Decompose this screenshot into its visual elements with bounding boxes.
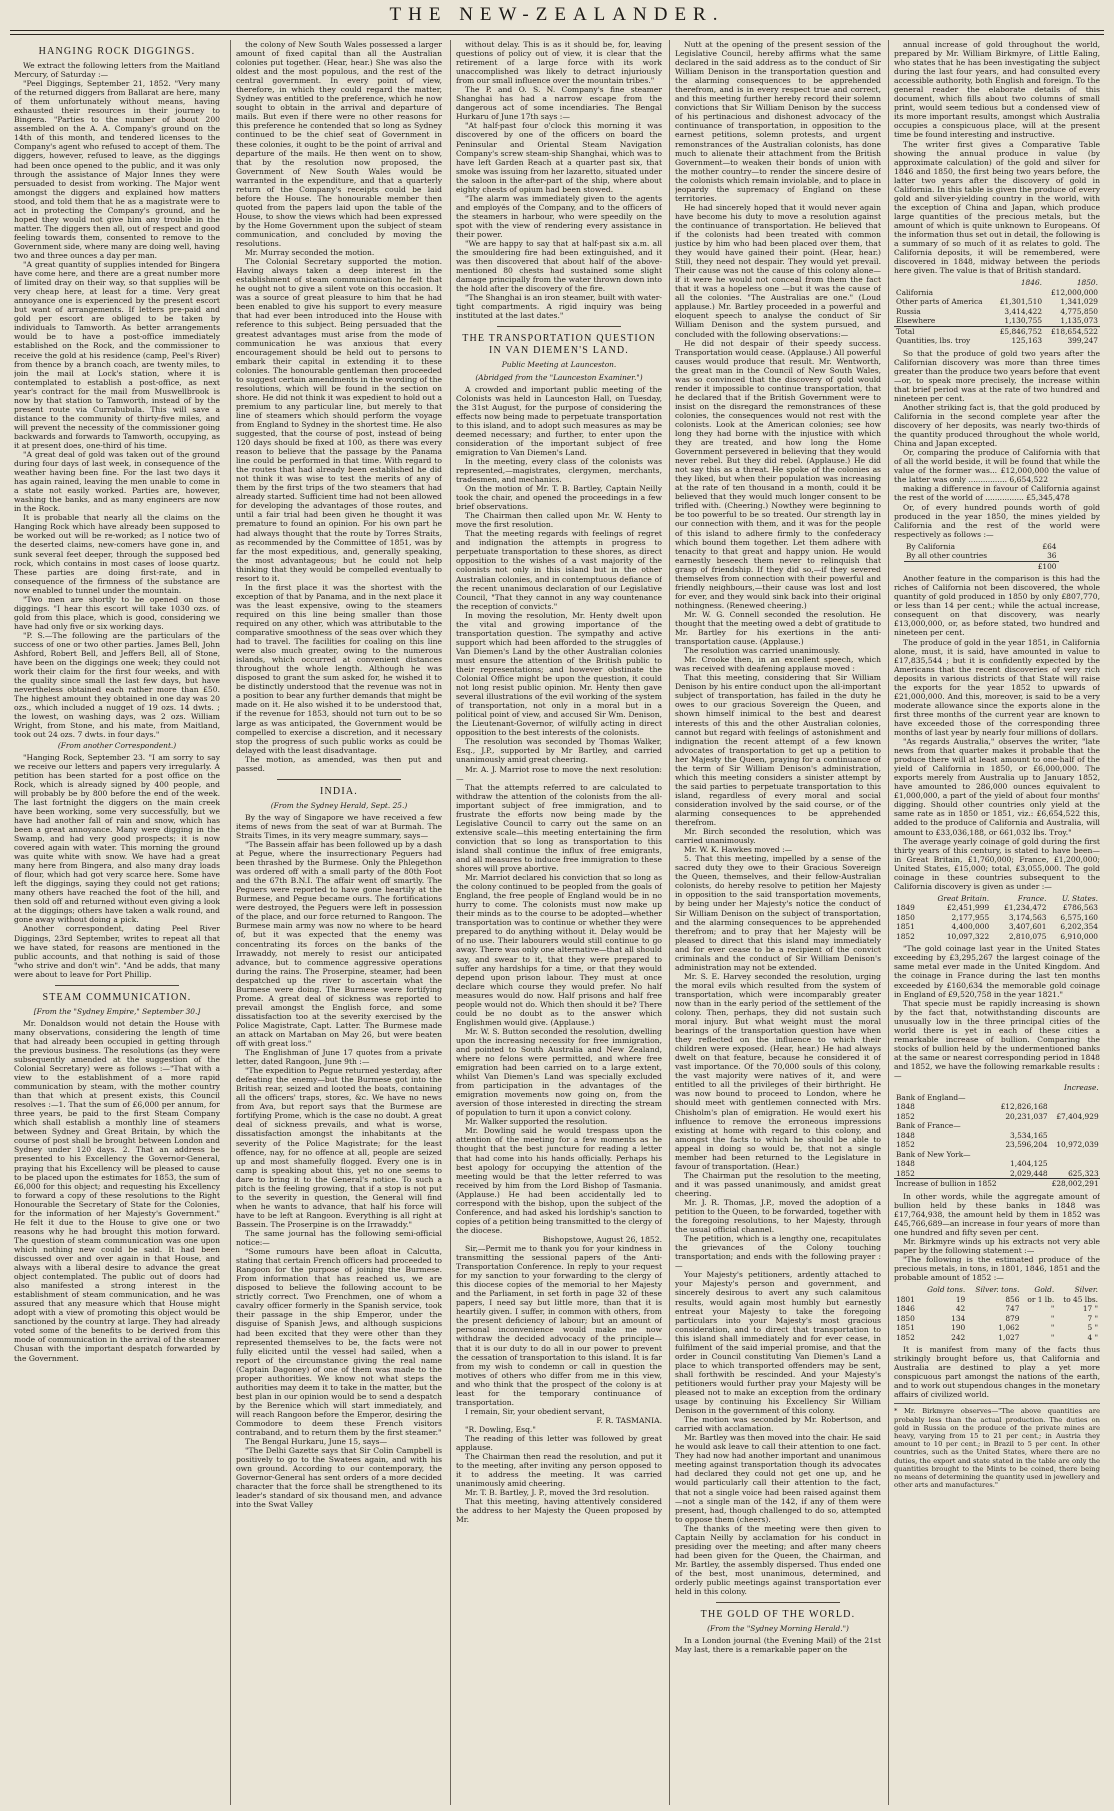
- table-cell: 747: [1005, 1304, 1020, 1314]
- masthead: THE NEW-ZEALANDER.: [389, 4, 725, 25]
- article-heading: THE GOLD OF THE WORLD.: [700, 1609, 856, 1621]
- article-paragraph: The writer first gives a Comparative Table showing the annual produce in value (by approximate calculation) of the gold and silver for 1846 and 1850, the first being two years before, the latter two years after the discovery of gold in California. In this table is given the produce of every gold and silver-yielding country in the world, with the exception of China and Japan, which produce large quantities of the precious metals, but the amount of which is quite unknown to Europeans. Of the information thus set out in detail, the following is a summary of so much of it as relates to gold. The California deposits, it will be remembered, were discovered in 1848, midway between the periods here given. The value is that of British standard.: [894, 139, 1100, 276]
- article-paragraph: The resolution was seconded by Thomas Walker, Esq., J.P., supported by Mr Bartley, and carried unanimously amid great cheering.: [456, 737, 662, 765]
- article-subheading: Public Meeting at Launceston.: [501, 360, 617, 370]
- article-paragraph: "Two men are shortly to be opened on those diggings. "I hear this escort will take 1030 ozs. of gold from this place, which is good, considering we have had only five or six working days.: [14, 594, 220, 631]
- table-header-row: [894, 278, 1100, 288]
- table-header-row: [894, 1083, 1100, 1093]
- table-row: [894, 1333, 1100, 1343]
- table-cell: Bank of England—: [896, 1092, 966, 1102]
- table-cell: [1050, 1093, 1100, 1103]
- table-header: Increase.: [1064, 1083, 1099, 1093]
- article-paragraph: Or, comparing the produce of California with that of all the world beside, it will be found that while the value of the former was... £12,000,000 the value of the latter was only ................ 6,654,522: [894, 448, 1100, 485]
- table-cell: 1846: [896, 1304, 915, 1314]
- gold-share-table: [904, 542, 1059, 572]
- article-paragraph: "The gold coinage last year in the United States exceeding by £3,295,267 the largest coinage of the same metal ever made in the United Kingdom. And the coinage in France during the last ten months exceeded by £160,634 the memorable gold coinage in England of £9,520,758 in the year 1821.": [894, 944, 1100, 999]
- article-paragraph: Another correspondent, dating Peel River Diggings, 23rd September, writes to repeat all that we have stated, for reasons are mentioned in the public accounts, and that nothing is said of those "who strive and don't win". "And be adds, that many were about to leave for Port Phillip.: [14, 924, 220, 979]
- table-header: [894, 278, 993, 288]
- article-heading: THE TRANSPORTATION QUESTION IN VAN DIEMEN'S LAND.: [462, 333, 656, 357]
- table-row: [894, 297, 1100, 307]
- table-cell: 3,174,563: [1008, 912, 1047, 922]
- article-paragraph: Mr. J. R. Thomas, J.P., moved the adoption of a petition to the Queen, to be forwarded, together with the foregoing resolutions, to her Majesty, through the usual official channel.: [675, 1198, 881, 1235]
- table-cell: [1050, 1102, 1100, 1112]
- table-row: [894, 336, 1100, 346]
- table-row: [894, 1102, 1100, 1112]
- article-paragraph: The reading of this letter was followed by great applause.: [456, 1433, 662, 1453]
- column-3: [456, 40, 662, 1805]
- article-paragraph: Mr. S. E. Harvey seconded the resolution, urging the moral evils which resulted from the system of transportation, which were incomparably greater now than in the early period of the settlement of the colony. Then, perhaps, they did not sustain such moral injury. But what weight must the moral bearings of the transportation question have when they reflected on the influence to which their children were exposed. (Hear, hear.) He had always dwelt on that feature, because he considered it of vast importance. Of the 70,000 souls of this colony, the vast majority were natives of it, and were entitled to all the privileges of their birthright. He was now bound to proceed to London, where he should meet with gentlemen connected with Mrs. Chisholm's plan of emigration. He would exert his influence to remove the erroneous impressions existing at home with regard to this colony, and amongst the facts to which he should be able to appeal in doing so would be, that not a single member had been returned to the Legislature in favour of transportation. (Hear.): [675, 971, 881, 1171]
- table-cell: 20,231,037: [1005, 1111, 1048, 1121]
- gold-coinage-table: [894, 894, 1100, 942]
- table-cell: 1852: [896, 1332, 915, 1342]
- table-total-row: [904, 561, 1059, 571]
- table-header-row: [894, 1285, 1100, 1295]
- letter-body: Sir,—Permit me to thank you for your kindness in transmitting the sessional papers of the Anti-Transportation Conference. In reply to your request for my sanction to your forwarding to the clergy of this diocese copies of the memorial to her Majesty and the Parliament, in set forth in page 32 of these papers, I need say but little more, than that it is heartily given. I suffer, in common with others, from the present deficiency of labour; but an amount of personal inconvenience would make me now withdraw the decided advocacy of the principle—that it is our duty to do all in our power to prevent the cessation of transportation to this island. It is far from my wish to condemn or call in question the motives of others who differ from me in this view, and who think that the prospect of the colony is at least for the temporary continuance of transportation.: [456, 1244, 662, 1407]
- article-paragraph: "The Delhi Gazette says that Sir Colin Campbell is positively to go to the Swatees again, and with his own ground. According to our contemporary, the Governor-General has sent orders of a more decided character that the force shall be strengthened to its leader's standard of six thousand men, and advance into the Swat Valley: [236, 1446, 442, 1510]
- article-source: [From the "Sydney Empire," September 30.]: [33, 1006, 201, 1016]
- article-paragraph: "At half-past four o'clock this morning it was discovered by one of the officers on board the Peninsular and Oriental Steam Navigation Company's screw steam-ship Shanghai, which was to have left Garden Reach at a quarter past six, that smoke was issuing from her lazaretto, situated under the saloon in the after-part of the ship, where about eighty chests of opium had been stowed.: [456, 121, 662, 194]
- table-cell: ": [1050, 1323, 1055, 1333]
- article-paragraph: Mr. W. S. Button seconded the resolution, dwelling upon the increasing necessity for free immigration, and pointed to South Australia and New Zealand, where no felons were permitted, and where free emigration had been carried on to a large extent, whilst Van Diemen's Land was specially excluded from participation in the advantages of the emigration movements now going on, from the aversion of those interested in directing the stream of population to turn it upon a convict colony.: [456, 1026, 662, 1118]
- column-2: [236, 40, 442, 1805]
- table-cell: 3,414,422: [1004, 306, 1043, 316]
- column-divider: [669, 40, 670, 1805]
- article-paragraph: making a difference in favour of California against the rest of the world of ................ £5,345,478: [894, 484, 1100, 503]
- table-cell: Russia: [896, 306, 921, 316]
- table-header: 1846.: [1020, 278, 1043, 288]
- article-paragraph: The Chairman put the resolution to the meeting, and it was passed unanimously, and amidst great cheering.: [675, 1170, 881, 1198]
- column-divider: [888, 40, 889, 1805]
- table-cell: 3,407,601: [1008, 922, 1047, 932]
- letter-addressee: "R. Dowling, Esq.": [465, 1424, 536, 1434]
- article-paragraph: "Hanging Rock, September 23. "I am sorry to say we receive our letters and papers very irregularly. A petition has been started for a post office on the Rock, which is already signed by 400 people, and will probably be by 800 before the end of the week. The last fortnight the diggers on the main creek have been working, some very successfully, but we have had another fall of rain and snow, which has been a great annoyance. Many were digging in the Swamp, and had very good prospects; it is now covered again with water. This morning the ground was quite white with snow. We have had a great many here from Bingera, and also many dray loads of flour, which had got very scarce here. Some have left the diggings, saying they could not get rations; many others have reached the foot of the hill, and then sold off and returned without even giving a look at the diggings; others have taken a walk round, and gone away without doing a pick.: [14, 752, 220, 925]
- table-cell: £2,451,999: [946, 903, 990, 913]
- article-paragraph: "Some rumours have been afloat in Calcutta, stating that certain French officers had proceeded to Rangoon for the purpose of joining the Burmese. From information that has reached us, we are disposed to believe the following account to be strictly correct. Two Frenchmen, one of whom a cavalry officer formerly in the Spanish service, took their passage in the ship Emperor, under the disguise of Spanish Jews, and although suspicions had been excited that they were other than they represented themselves to be, the facts were not fully elicited until the vessel had sailed, when a report of the circumstance giving the real name (Captain Dagoney) of one of them was made to the proper authorities. We know not what steps the authorities may deem it to take in the matter, but the best plan in our opinion would be to send a despatch by the Berenice which will start immediately, and will reach Rangoon before the Emperor, desiring the Commodore to deem these French visitors contraband, and to return them by the first steamer.": [236, 1247, 442, 1438]
- article-paragraph: That the attempts referred to are calculated to withdraw the attention of the colonists from the all-important subject of free immigration, and to frustrate the efforts now being made by the Legislative Council to carry out the same on an extensive scale—this meeting entertaining the firm conviction that so long as transportation to this island shall continue the influx of free emigrants, and all measures to induce free immigration to these shores will prove abortive.: [456, 782, 662, 874]
- table-row: [894, 1140, 1100, 1150]
- article-paragraph: "The following is the estimated produce of the precious metals, in tons, in 1801, 1846, 1851 and the probable amount of 1852 :—: [894, 1254, 1100, 1282]
- table-cell: 2,029,448: [1010, 1168, 1048, 1178]
- table-cell: Elsewhere: [896, 316, 936, 326]
- table-row: [894, 932, 1100, 942]
- article-paragraph: The motion, as amended, was then put and passed.: [236, 754, 442, 773]
- article-paragraph: Mr. Marriot declared his conviction that so long as the colony continued to be peopled from the goals of England, the free people of England would be in no hurry to come. The colonists must now make up their minds as to the course to be adopted—whether transportation was to continue or whether they were prepared to do anything without it. Delay would be of no use. Their labourers would still continue to go away. There was only one alternative—that all should say, and swear to it, that they were prepared to suffer any hardships for a time, or that they would depend upon prison labour. They must at once declare which course they would prefer. No half measures would do now. Half prisons and half free people would not do. Which then should it be? There could be no doubt as to the answer which Englishmen would give. (Applause.): [456, 873, 662, 1027]
- article-paragraph: "The Shanghai is an iron steamer, built with water-tight compartments. A rigid inquiry was being instituted at the last dates.": [456, 293, 662, 321]
- article-paragraph: Mr. T. B. Bartley, J. P., moved the 3rd resolution.: [465, 1488, 650, 1498]
- table-row: [894, 1169, 1100, 1179]
- article-paragraph: The average yearly coinage of gold during the first thirty years of this century, is stated to have been—in Great Britain, £1,760,000; France, £1,200,000; United States, £15,000; total, £3,055,000. The gold coinage in these countries subsequent to the California discovery is given as under :—: [894, 836, 1100, 891]
- table-cell: [1050, 1131, 1100, 1141]
- footnote: * Mr. Birkmyre observes—"The above quantities are probably less than the actual production. The duties on gold in Russia on the produce of the private mines are heavy, varying from 15 to 21 per cent.; in Austria they amount to 10 per cent.; in Brazil to 5 per cent. In other countries, such as the United States, where there are no duties, the export and state stated in the table are only the quantities brought to the Mints to be coined, there being no means of determining the quantity used in jewellery and other arts and manufactures.": [894, 1403, 1100, 1489]
- article-paragraph: 5. That this meeting, impelled by a sense of the sacred duty they owe to their Gracious Sovereign the Queen, themselves, and their fellow-Australian colonists, do hereby resolve to petition her Majesty in opposition to the said transportation movements, by being under her Majesty's notice the conduct of Sir William Denison on the subject of transportation, and the alarming consequences to be apprehended therefrom; and to pray that her Majesty will be pleased to direct that this island may immediately and for ever cease to be a recipient of the convict criminals and the conduct of Sir William Denison's administration may not be extended.: [675, 854, 881, 972]
- table-cell: 1849: [896, 903, 915, 913]
- table-row: [894, 913, 1100, 923]
- article-paragraph: The P. and O. S. N. Company's fine steamer Shanghai has had a narrow escape from the dangerous act of some incendiaries. The Bengal Hurkaru of June 17th says :—: [456, 85, 662, 122]
- article-paragraph: "P. S.—The following are the particulars of the success of one or two other parties. James Bell, John Ashford, Robert Bell, and Jeffers Bell, all of Stone, have been on the diggings one week; they could not work their claim for the first four weeks, and with the quality since small the last few days, but have nevertheless obtained each rather more than £50. The highest amount they obtained in one day was 20 ozs., which included a nugget of 19 ozs. 14 dwts. ; the lowest, on washing days, was 2 ozs. William Wright, from Stone, and his mate, from Maitland, took out 24 ozs. 7 dwts. in four days.": [14, 630, 220, 740]
- article-source: (From the "Sydney Morning Herald."): [707, 1624, 849, 1634]
- gold-produce-table: [894, 278, 1100, 346]
- table-header: 1850.: [1076, 278, 1098, 288]
- table-cell: to 45 lbs.: [1063, 1294, 1098, 1304]
- table-cell: £786,563: [1062, 903, 1098, 913]
- table-cell: [1050, 1159, 1100, 1169]
- article-paragraph: Mr. W. G. Connell seconded the resolution. He thought that the meeting owed a debt of gratitude to Mr. Bartley for his exertions in the anti-transportation cause. (Applause.): [675, 609, 881, 647]
- table-row: [894, 1304, 1100, 1314]
- table-total-row: [894, 1179, 1100, 1189]
- table-cell: £5,846,752: [993, 326, 1044, 336]
- table-header: U. States.: [1061, 893, 1098, 903]
- table-header: Great Britain.: [937, 893, 990, 903]
- table-header: [894, 1285, 920, 1295]
- article-separator: [716, 1602, 840, 1603]
- table-cell: [999, 1179, 1050, 1189]
- article-paragraph: Mr. Dowling said he would trespass upon the attention of the meeting for a few moments as he thought that the best juncture for reading a letter that had come into his hands officially. Perhaps his best apology for occupying the attention of the meeting would be that the letter referred to was received by him from the Lord Bishop of Tasmania. (Applause.) He had been accidentally led to correspond with the bishop, upon the subject of the Conference, and had asked his lordship's sanction to copies of a petition being transmitted to the clergy of the diocese.: [456, 1126, 662, 1235]
- article-paragraph: That this meeting, having attentively considered the address to her Majesty the Queen proposed by Mr.: [456, 1497, 662, 1525]
- table-cell: 1852: [896, 1140, 915, 1150]
- masthead-rule: [10, 30, 1104, 31]
- table-cell: By all other countries: [906, 551, 988, 561]
- table-header: Gold.: [1034, 1285, 1055, 1295]
- article-paragraph: The Bengal Hurkaru, June 15, says—: [245, 1437, 388, 1447]
- article-paragraph: Mr. Birch seconded the resolution, which was carried unanimously.: [675, 827, 881, 846]
- table-total-row: [894, 326, 1100, 336]
- table-cell: Other parts of America: [896, 297, 983, 307]
- article-paragraph: The same journal has the following semi-official notice:—: [236, 1229, 442, 1248]
- article-paragraph: In a London journal (the Evening Mail) of the 21st May last, there is a remarkable paper on the: [675, 1636, 881, 1655]
- article-paragraph: "As regards Australia," observes the writer, "late news from that quarter makes it probable that the produce there will at least amount to one-half of the yield of California in 1850, or £6,000,000. The exports merely from Australia up to January 1852, have amounted to 286,000 ounces equivalent to £1,000,000, a part of the yield of about four months' digging. Should other countries only yield at the same rate as in 1850 or 1851, viz.: £6,654,522 this, added to the produce of California and Australia, will amount to £33,036,188, or 661,032 lbs. Troy.": [894, 737, 1100, 837]
- table-cell: 1,341,029: [1060, 297, 1098, 307]
- table-cell: £1,234,472: [1004, 903, 1047, 913]
- article-paragraph: In the meeting, every class of the colonists was represented,—magistrates, clergymen, merchants, tradesmen, and mechanics.: [456, 456, 662, 485]
- article-heading: HANGING ROCK DIGGINGS.: [38, 46, 196, 57]
- table-row: [894, 922, 1100, 932]
- article-paragraph: The resolution was carried unanimously.: [684, 646, 841, 656]
- table-row: [904, 551, 1059, 561]
- table-cell: 1852: [896, 1111, 915, 1121]
- article-paragraph: On the motion of Mr. T. B. Bartley, Captain Neilly took the chair, and opened the proceedings in a few brief observations.: [456, 484, 662, 512]
- article-heading: STEAM COMMUNICATION.: [42, 991, 192, 1003]
- article-paragraph: Mr. Murray seconded the motion.: [245, 248, 375, 258]
- table-cell: 5 ": [1087, 1323, 1098, 1333]
- table-cell: 1,062: [998, 1323, 1020, 1333]
- letter-closing: I remain, Sir, your obedient servant,: [465, 1406, 605, 1416]
- table-cell: 42: [955, 1304, 966, 1314]
- article-paragraph: without delay. This is as it should be, for, leaving questions of policy out of view, it is clear that the retirement of a large force with its work unaccomplished was likely to detract injuriously from our small influence over the mountain tribes.": [456, 40, 662, 86]
- table-header: Silver. tons.: [975, 1285, 1020, 1295]
- table-cell: 125,163: [1011, 336, 1043, 346]
- article-paragraph: It is manifest from many of the facts thus strikingly brought before us, that California and Australia are destined to play a yet more conspicuous part amongst the nations of the earth, and to work out stupendous changes in the monetary affairs of civilized world.: [894, 1345, 1100, 1400]
- masthead-rule-thin: [10, 34, 1104, 35]
- article-paragraph: Nutt at the opening of the present session of the Legislative Council, hereby affirms what the same declared in the said address as to the conduct of Sir William Denison in the transportation question and the alarming consequences to be apprehended therefrom, and is in every respect true and correct, and this meeting further hereby record their solemn convictions that Sir William Denison by the success of his pertinacious and dishonest advocacy of the continuance of transportation, in opposition to the earnest petitions, solemn protests, and urgent remonstrances of the Australian colonists, has done much to alienate their attachment from the British Government—to weaken their bonds of union with the mother country—to render the sincere desire of the colonists which remain inviolable, and to place in jeopardy the supremacy of England on these territories.: [675, 40, 881, 203]
- article-paragraph: annual increase of gold throughout the world, prepared by Mr. William Birkmyre, of Little Ealing, who states that he has been investigating the subject during the last four years, and had consulted every accessible authority, both English and foreign. To the general reader the elaborate details of this document, which fills about two columns of small print, would seem tedious but a condensed view of its more important results, amongst which Australia occupies a conspicuous place, will at the present time be found interesting and instructive.: [894, 40, 1100, 140]
- article-source: (Abridged from the "Launceston Examiner."): [475, 372, 643, 382]
- article-paragraph: "The alarm was immediately given to the agents and employés of the Company, and to the officers of the steamers in harbour, who were speedily on the spot with the view of rendering every assistance in their power.: [456, 193, 662, 239]
- table-cell: 1,404,125: [1010, 1159, 1048, 1169]
- table-cell: [1050, 1121, 1100, 1131]
- table-row: [894, 1295, 1100, 1305]
- article-paragraph: The petition, which is a lengthy one, recapitulates the grievances of the Colony touching transportation; and ends with the following prayer :—: [675, 1234, 881, 1271]
- table-cell: 1,130,755: [1004, 316, 1043, 326]
- article-paragraph: Mr. A. J. Marriot rose to move the next resolution:—: [456, 764, 662, 783]
- table-cell: 856: [1005, 1294, 1020, 1304]
- table-cell: Bank of New York—: [896, 1149, 971, 1159]
- table-header-row: [894, 894, 1100, 904]
- table-row: [894, 1121, 1100, 1131]
- table-header: [999, 1083, 1050, 1093]
- article-paragraph: A crowded and important public meeting of the Colonists was held in Launceston Hall, on Tuesday, the 31st August, for the purpose of considering the effects now being made to perpetuate transportation to this island, and to adopt such measures as may be deemed necessary; and further, to enter upon the consideration of the important subject of free emigration to Van Diemen's Land.: [456, 384, 662, 457]
- table-cell: Bank of France—: [896, 1121, 961, 1131]
- article-separator: [277, 779, 401, 780]
- article-paragraph: the colony of New South Wales possessed a larger amount of fixed capital than all the Australian colonies put together. (Hear, hear.) She was also the oldest and the most populous, and the rest of the central government. In every point of view, therefore, in which they could regard the matter, Sydney was entitled to the preference, which he now sought to obtain in the arrival and departure of mails. But even if there were no other reasons for this preference he contended that so long as Sydney continued to be the chief seat of Government in these colonies, it ought to be the point of arrival and departure of the mails. He then went on to show, that by the resolution now proposed, the Government of New South Wales would be warranted in the expenditure, and that a quarterly return of the Company's receipts could be laid before the House. The honourable member then quoted from the papers laid upon the table of the House, to show the views which had been expressed by the Home Government upon the subject of steam communication, and concluded by moving the resolutions.: [236, 40, 442, 249]
- table-cell: £100: [1026, 561, 1059, 571]
- article-paragraph: "A great deal of gold was taken out of the ground during four days of last week, in consequence of the weather having been fine. For the last two days it has again rained, leaving the men unable to come in a state not easily worked. Parties are, however, washing the banks, and as many engineers are now in the Rock.: [14, 450, 220, 514]
- table-cell: 1850: [896, 1313, 915, 1323]
- table-row: [904, 542, 1059, 552]
- article-paragraph: It is probable that nearly all the claims on the Hanging Rock which have already been supposed to be worked out will be re-worked; as I notice two of the deserted claims, new-comers have gone in, and sunk several feet deeper, through the supposed bed rock, which contains in most cases of loose quartz. These parties are doing first-rate, and in consequence of the firmness of the substance are now enabled to tunnel under the mountain.: [14, 513, 220, 595]
- table-cell: [999, 1093, 1050, 1103]
- article-paragraph: Mr. Walker supported the resolution.: [465, 1117, 608, 1127]
- table-header: [894, 1083, 999, 1093]
- table-cell: 190: [951, 1323, 966, 1333]
- table-cell: 10,097,322: [946, 931, 990, 941]
- article-paragraph: In the first place it was the shortest with the exception of that by Panama, and in the next place it was the least expensive, owing to the steamers required on this line being smaller than those required on any other, which was attributable to the comparative smoothness of the seas over which they had to travel. The facilities for coaling on this line were also much greater, owing to the numerous islands, which occurred at convenient distances throughout the whole length. Although he was disposed to grant the sum asked for, he wished it to be distinctly understood that the revenue was not in a position to bear any further demands that might be made on it. He also wished it to be understood that, if the revenue for 1853, should not turn out to be so large as was anticipated, the Government would be compelled to exercise a discretion, and it necessary stop the progress of such public works as could be delayed with the least disadvantage.: [236, 582, 442, 755]
- table-row: [894, 1150, 1100, 1160]
- table-cell: 1852: [896, 1168, 915, 1178]
- column-divider: [450, 40, 451, 1805]
- bullion-table: [894, 1083, 1100, 1189]
- article-heading: INDIA.: [319, 785, 359, 797]
- table-cell: 23,596,204: [1005, 1140, 1048, 1150]
- table-cell: £7,404,929: [1056, 1111, 1099, 1121]
- article-paragraph: The produce of gold in the year 1851, in California alone, must, it is said, have amounted in value to £17,835,544 ; but it is confidently expected by the Americans that the recent discoveries of very rich deposits in various districts of that State will raise the exports for the year 1852 to upwards of £21,000,000. And this, moreover, is said to be a very moderate allowance since the exports alone in the first three months of the current year are known to have exceeded those of the corresponding three months of last year by nearly four millions of dollars.: [894, 637, 1100, 737]
- table-cell: 4 ": [1087, 1332, 1098, 1342]
- article-paragraph: "The Bassein affair has been followed up by a dash at Pegue, where the insurrectionary Peguers had been thrashed by the Burmese. Only the Phlegethon was ordered off with a small party of the 80th Foot and the 67th B.N.I. The affair went off smartly. The Peguers were reported to have gone heartily at the Burmese, and Pegue became ours. The fortifications were destroyed, the Peguers were left in possession of the place, and our force returned to Rangoon. The Burmese main army was now no where to be heard of, but it was expected that the enemy was concentrating its forces on the banks of the Irrawaddy, not merely to resist our anticipated advance, but to commence aggressive operations during the rains. The Proserpine, steamer, had been despatched up the river to ascertain what the Burmese were doing. The Burmese were fortifying Prome. A great deal of sickness was reported to prevail amongst the English force, and some dissatisfaction too at the severity exercised by the Police Magistrate, Capt. Latter. The Burmese made an attack on Martaban on May 26, but were beaten off with great loss.": [236, 839, 442, 1049]
- article-paragraph: "Peel Diggings, September 21, 1852. "Very many of the returned diggers from Ballarat are here, many of them unfortunately without means, having exhausted their resources in their journey to Bingera. "Parties to the number of about 200 assembled on the A. A. Company's ground on the 14th of this month, and tendered licenses to the Company's agent who refused to accept of them. The diggers, however, refused to leave, as the diggings had been once opened to the public, and it was only through the assistance of Major Innes they were persuaded to desist from working. The Major went amongst the diggers and explained how matters stood, and told them that he as a magistrate were to act in protecting the Company's ground, and he hoped they would not give him any trouble in the matter. The diggers then all, out of respect and good feeling towards them, consented to remove to the Government side, where many are doing well, having two and three ounces a day per man.: [14, 79, 220, 260]
- table-cell: 17 ": [1082, 1304, 1098, 1314]
- table-cell: or 1 lb.: [1027, 1294, 1055, 1304]
- table-cell: [999, 1121, 1050, 1131]
- table-cell: ": [1050, 1313, 1055, 1323]
- column-1: [14, 40, 220, 1805]
- article-source: (From the Sydney Herald, Sept. 25.): [270, 800, 408, 810]
- table-row: [894, 1323, 1100, 1333]
- table-cell: 2,177,955: [951, 912, 990, 922]
- column-4: [675, 40, 881, 1805]
- table-cell: £12,826,168: [1000, 1102, 1048, 1112]
- table-header: [894, 894, 922, 904]
- table-cell: 242: [951, 1332, 966, 1342]
- column-divider: [230, 40, 231, 1805]
- table-cell: California: [896, 287, 934, 297]
- article-paragraph: The Chairman then called upon Mr. W. Henty to move the first resolution.: [456, 511, 662, 530]
- table-cell: 19: [955, 1294, 966, 1304]
- article-paragraph: Mr. Donaldson would not detain the House with many observations, considering the length of time that had already been occupied in getting through the previous business. The resolutions (as they were subsequently amended at the suggestion of the Colonial Secretary) were as follows :—"That with a view to the establishment of a more rapid communication by steam, with the mother country than that which at present exists, this Council resolves :—1. That the sum of £6,000 per annum, for three years, be paid to the first Steam Company which shall establish a monthly line of steamers between Sydney and Great Britain, by which the course of post shall be brought between London and Sydney under 120 days. 2. That an address be presented to his Excellency the Governor-General, praying that his Excellency will be pleased to cause to be placed upon the estimates for 1853, the sum of £6,000 for this object; and requesting his Excellency to forward a copy of these resolutions to the Right Honourable the Secretary of State for the Colonies, for the information of her Majesty's Government." He felt it due to the House to give one or two reasons why he had brought this motion forward. The question of steam communication was one upon which nothing new could be said. It had been discussed over and over again in that House, and always with a liberal desire to advance the great object contemplated. The public out of doors had also manifested a strong interest in the establishment of steam communication, and he was assured that any measure which that House might adopt with a view of promoting this object would be sanctioned by the country at large. They had already voted some of the benefits to be derived from this mode of communication in the arrival of the steamer Chusan with the important despatch forwarded by the Government.: [14, 1018, 220, 1363]
- table-cell: 1851: [896, 922, 915, 932]
- table-cell: 4,775,850: [1060, 306, 1098, 316]
- column-5: [894, 40, 1100, 1805]
- table-cell: [999, 1150, 1050, 1160]
- table-cell: 879: [1005, 1313, 1020, 1323]
- article-paragraph: The motion was seconded by Mr. Robertson, and carried with acclamation.: [675, 1415, 881, 1434]
- table-cell: [993, 288, 1044, 298]
- table-row: [894, 1159, 1100, 1169]
- table-header: France.: [1017, 893, 1047, 903]
- article-paragraph: In other words, while the aggregate amount of bullion held by these banks in 1848 was £17,764,938, the amount held by them in 1852 was £45,766,689—an increase in four years of more than one hundred and fifty seven per cent.: [894, 1191, 1100, 1237]
- letter-signature: F. R. TASMANIA.: [596, 1415, 662, 1425]
- table-header: Gold tons.: [927, 1285, 966, 1295]
- article-paragraph: Your Majesty's petitioners, ardently attached to your Majesty's person and government, and sincerely desirous to avert any such calamitous results, would again most humbly but earnestly entreat your Majesty to take the foregoing particulars into your Majesty's most gracious consideration, and to direct that transportation to this island shall immediately and for ever cease, in fulfilment of the said imperial promise, and that the order in Council constituting Van Diemen's Land a place to which transported offenders may be sent, shall forthwith be rescinded. And your Majesty's petitioners would further pray your Majesty will be pleased not to make an exception from the ordinary usage by continuing his Excellency Sir William Denison in the government of this colony.: [675, 1270, 881, 1416]
- article-separator: [497, 326, 621, 327]
- article-source: (From another Correspondent.): [57, 740, 177, 750]
- table-cell: 3,534,165: [1010, 1130, 1048, 1140]
- article-paragraph: Another feature in the comparison is this had the riches of California not been discovered, the whole quantity of gold produced in 1850 by only £807,770, or less than 14 per cent.; while the actual increase, consequent on that discovery, was nearly £13,000,000, or, as before stated, two hundred and nineteen per cent.: [894, 574, 1100, 638]
- table-cell: By California: [906, 541, 955, 551]
- table-cell: 1852: [896, 931, 915, 941]
- table-header: Silver.: [1074, 1285, 1098, 1295]
- table-cell: ": [1050, 1304, 1055, 1314]
- article-paragraph: Mr. Bartley was then moved into the chair. He said he would ask leave to call their attention to one fact. They had now had another important and unanimous meeting against transportation though its advocates had declared they could not get one up, and he would particularly call their attention to the fact, that not a single voice had been raised against them—not a single man of the 142, if any of them were present, had, though challenged to do so, attempted to oppose them (cheers).: [675, 1433, 881, 1524]
- table-cell: 1848: [896, 1159, 915, 1169]
- table-cell: 1850: [896, 912, 915, 922]
- table-cell: 1,027: [998, 1332, 1020, 1342]
- article-paragraph: Another striking fact is, that the gold produced by California in the second complete year after the discovery of her deposits, was nearly two-thirds of the quantity produced throughout the whole world, China and Japan excepted.: [894, 403, 1100, 449]
- table-row: [894, 1314, 1100, 1324]
- table-cell: 399,247: [1067, 336, 1098, 346]
- table-row: [894, 1093, 1100, 1103]
- table-cell: £12,000,000: [1050, 287, 1098, 297]
- table-cell: Quantities, lbs. troy: [896, 336, 971, 346]
- table-row: [894, 307, 1100, 317]
- table-cell: 6,202,354: [1060, 922, 1098, 932]
- article-paragraph: "The expedition to Pegue returned yesterday, after defeating the enemy—but the Burmese got into the British rear, seized and looted the boats, containing all the officers' traps, stores, &c. We have no news from Ava, but report says that the Burmese are fortifying Prome, which is the case no doubt. A great deal of sickness prevails, and what is worse, dissatisfaction amongst the inhabitants at the severity of the Police Magistrate; for the least offence, nay, for no offence at all, people are seized up and most shamefully flogged. Every one is in camp is speaking about this, yet no one seems to dare to bring it to the General's notice. To such a pitch is the feeling growing, that if a stop is not put to the severity in question, the General will find when he wants to advance, that half his force will have to be left at Rangoon. Everything is all right at Bassein. The Proserpine is on the Irrawaddy.": [236, 1066, 442, 1229]
- table-row: [894, 903, 1100, 913]
- table-cell: 1848: [896, 1130, 915, 1140]
- table-cell: £64: [1042, 541, 1057, 551]
- table-cell: £28,002,291: [1051, 1179, 1099, 1189]
- table-cell: 1848: [896, 1102, 915, 1112]
- table-cell: Increase of bullion in 1852: [896, 1179, 997, 1189]
- table-cell: [904, 561, 1026, 571]
- table-cell: [1050, 1150, 1100, 1160]
- article-paragraph: We extract the following letters from the Maitland Mercury, of Saturday :—: [14, 61, 220, 80]
- table-row: [894, 1112, 1100, 1122]
- table-cell: 10,972,039: [1056, 1140, 1099, 1150]
- article-paragraph: "We are happy to say that at half-past six a.m. all the smouldering fire had been extinguished, and it was then discovered that about half of the above-mentioned 80 chests had sustained some slight damage principally from the water thrown down into the hold after the discovery of the fire.: [456, 239, 662, 294]
- article-paragraph: That this meeting, considering that Sir William Denison by his entire conduct upon the all-important subject of transportation, has failed in the duty he owes to our gracious Sovereign the Queen, and shown himself inimical to the best and dearest interests of this and the other Australian colonies, cannot but regard with feelings of astonishment and indignation the recent attempt of a few known advocates of transportation to get up a petition to her Majesty the Queen, praying for a continuance of the term of Sir William Denison's administration, which this meeting considers a sinister attempt by the said parties to perpetuate transportation to this island, regardless of every moral and social consideration involved by the said course, or of the alarming consequences to be apprehended therefrom.: [675, 673, 881, 828]
- article-separator: [55, 985, 179, 986]
- table-cell: 134: [951, 1313, 966, 1323]
- table-row: [894, 1131, 1100, 1141]
- table-cell: ": [1050, 1332, 1055, 1342]
- article-paragraph: Or, of every hundred pounds worth of gold produced in the year 1850, the mines yielded by California and the rest of the world were respectively as follows :—: [894, 502, 1100, 539]
- table-cell: 1,135,073: [1060, 316, 1098, 326]
- table-cell: £18,654,522: [1044, 326, 1100, 336]
- article-paragraph: Mr. Birkmyre winds up his extracts not very able paper by the following statement :—: [894, 1236, 1100, 1255]
- table-cell: £1,301,510: [999, 297, 1043, 307]
- table-cell: 36: [1047, 551, 1057, 561]
- table-cell: 6,575,160: [1060, 912, 1098, 922]
- article-paragraph: "A great quantity of supplies intended for Bingera have come here, and there are a great number more of limited dray on their way, so that supplies will be very cheap here, at least for a time. Very great annoyance one is experienced by the present escort but want of arrangements. If letters pre-paid and gold per escort are obliged to be taken by individuals to Tamworth. As better arrangements would be to have a post-office immediately established on the Rock, and the commissioner to receive the gold at his residence (camp, Peel's River) from thence by a branch coach, are twenty miles, to join the mail at Lock's station, where it is contemplated to establish a post-office, as next year's contract for the mail from Muswellbrook is now by that station to Tamworth, instead of by the present route via Currabubula. This will save a distance to the community of thirty-five miles, and will prevent the necessity of the commissioner going backwards and forwards to Tamworth, occupying, as it at present does, one-third of his time.: [14, 260, 220, 450]
- table-cell: Total: [894, 326, 993, 336]
- table-cell: 7 ": [1087, 1313, 1098, 1323]
- article-paragraph: He did not despair of their speedy success. Transportation would cease. (Applause.) All powerful causes would produce that result. Mr. Wentworth, the great man in the Council of New South Wales, was so convinced that the discovery of gold would render it impossible to continue transportation, that he declared that if the British Government were to insist on the disregard the remonstrances of these colonies, the consequences would not rest with the colonists. Look at the American colonies; see how long they had borne with the injustice with which they are treated, and how long the Home Government persevered in believing that they would never rebel. But they did rebel. (Applause.) He did not say this as a threat. He spoke of the colonies as they liked, but when their population was increasing at the rate of ten thousand in a month, could it be believed that they would much longer consent to be trifled with. (Cheering.) Nowthey were beginning to be too powerful to be so treated. Our strength lay in our connection with them, and it was for the people of this island to adhere firmly to the confederacy which bound them together. Let them adhere with tenacity to that great and happy union. He would earnestly beseech them never to relinquish that grasp of friendship. If they did so,—if they severed themselves from connection with their powerful and friendly neighbours,—their cause was lost and lost for ever, and they would sink back into their original nothingness. (Renewed cheering.): [675, 338, 881, 610]
- article-paragraph: The Colonial Secretary supported the motion. Having always taken a deep interest in the establishment of steam communication he felt that he ought not to give a silent vote on this occasion. It was a source of great pleasure to him that he had been enabled to give his support to every measure that had ever been introduced into the House with reference to this subject. Being persuaded that the greatest advantages must arise from the mode of communication he was anxious that every encouragement should be held out to persons to embark their capital in extending it to these colonies. The honourable gentleman then proceeded to suggest certain amendments in the wording of the resolutions, which will be found in the section on shore. He did not think it was expedient to hold out a premium to any particular line, but merely to that line of steamers which should perform the voyage from England to Sydney in the shortest time. He also suggested, that the course of post, instead of being 120 days should be fixed at 100, as there was every reason to believe that the passage by the Panama line could be performed in that time. With regard to the routes that had already been established he did not think it was wise to test the merits of any of them by the first trips of the two steamers that had already started. Sufficient time had not been allowed for developing the advantages of those routes, and until a fair trial had been given he thought it was premature to found an opinion. For his own part he had always thought that the route by Torres Straits, as recommended by the Committee of 1851, was by far the most expeditious, and, generally speaking, the most advantageous; but he could not help thinking that they would be compelled eventually to resort to it.: [236, 257, 442, 583]
- table-cell: 1801: [896, 1294, 915, 1304]
- article-paragraph: The Englishman of June 17 quotes from a private letter, dated Rangoon, June 9th :—: [236, 1048, 442, 1067]
- article-paragraph: The Chairman then read the resolution, and put it to the meeting, after inviting any person opposed to it to address the meeting. It was carried unanimously amid cheering.: [456, 1452, 662, 1489]
- table-cell: 6,910,000: [1060, 931, 1098, 941]
- letter-dateline: Bishopstowe, August 26, 1852.: [542, 1234, 662, 1244]
- table-cell: 625,323: [1068, 1168, 1099, 1178]
- table-cell: 4,400,000: [951, 922, 990, 932]
- precious-metals-table: [894, 1285, 1100, 1342]
- article-paragraph: In moving the resolution, Mr. Henty dwelt upon the vital and growing importance of the transportation question. The sympathy and active support which had been afforded to the struggles of Van Diemen's Land by the other Australian colonies must ensure the attention of the British public to their representations; and however obstinate the Colonial Office might be upon the question, it could not long resist public opinion. Mr. Henty then gave several illustrations of the evil working of the system of transportation, not only in a moral but in a political point of view, and accused Sir Wm. Denison, the Lieutenant-Governor, of wilfully acting in direct opposition to the best interests of the colonists.: [456, 610, 662, 738]
- article-paragraph: Mr. Crooke then, in an excellent speech, which was received with deafening applause moved :: [675, 655, 881, 674]
- table-row: [894, 316, 1100, 326]
- article-paragraph: That the meeting regards with feelings of regret and indignation the attempts in progress to perpetuate transportation to these shores, as direct opposition to the wishes of a vast majority of the colonists not only in this island but in the other Australian colonies, and in contemptuous defiance of the recent unanimous declaration of our Legislative Council, "That they cannot in any way countenance the reception of convicts.": [456, 529, 662, 611]
- article-paragraph: By the way of Singapore we have received a few items of news from the seat of war at Burmah. The Straits Times, in its very meagre summary, says—: [236, 812, 442, 840]
- article-paragraph: That specie must be rapidly increasing is shown by the fact that, notwithstanding discounts are unusually low in the three principal cities of the world there is yet in each of these cities a remarkable increase of bullion. Comparing the stocks of bullion held by the undermentioned banks at the same or nearest corresponding period in 1848 and 1852, we have the following remarkable results :—: [894, 998, 1100, 1080]
- table-cell: 1851: [896, 1323, 915, 1333]
- article-paragraph: So that the produce of gold two years after the Californian discovery was more than three times greater than the produce two years before that event—or, to speak more precisely, the increase within that brief period was at the rate of two hundred and nineteen per cent.: [894, 348, 1100, 403]
- article-paragraph: He had sincerely hoped that it would never again have become his duty to move a resolution against the continuance of transportation. He believed that if the colonists had been treated with common justice by him who had been placed over them, that they would have gained their point. (Hear, hear.) Still, they need not despair. They would yet prevail. Their cause was not the cause of this colony alone—if it were he would not conceal from them the fact that it was a hopeless one —but it was the cause of all the colonies. "The Australias are one." (Loud applause.) Mr. Bartley proceeded in a powerful and eloquent speech to analyse the conduct of Sir William Denison and the system pursued, and concluded with the following observations:—: [675, 202, 881, 339]
- article-paragraph: The thanks of the meeting were then given to Captain Neilly by acclamation for his conduct in presiding over the meeting; and after many cheers had been given for the Queen, the Chairman, and Mr. Bartley, the assembly dispersed. Thus ended one of the best, most unanimous, determined, and orderly public meetings against transportation ever held in this colony.: [675, 1523, 881, 1597]
- article-paragraph: Mr. W. K. Hawkes moved :—: [684, 845, 793, 855]
- table-cell: 2,810,075: [1008, 931, 1047, 941]
- table-row: [894, 288, 1100, 298]
